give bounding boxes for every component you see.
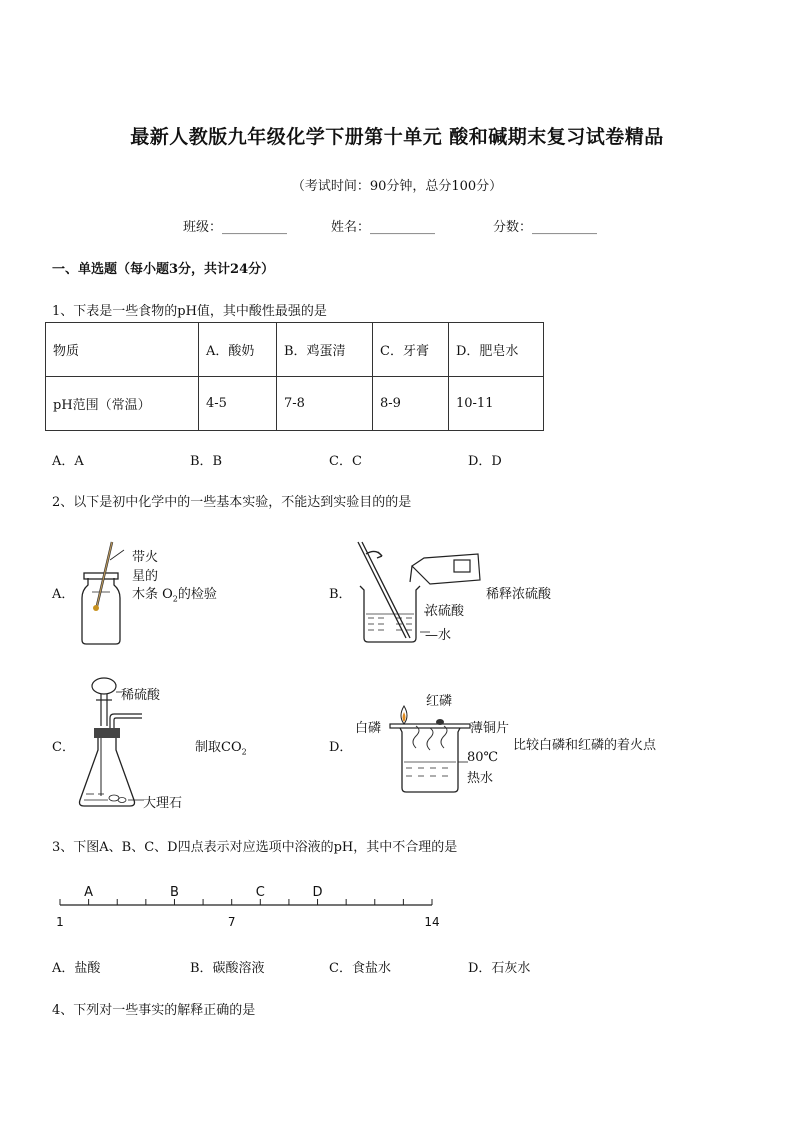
tick-label: 1 [56, 915, 64, 929]
steam-lines [413, 726, 447, 750]
ph-point-c: C [255, 885, 265, 900]
class-blank: __________ [222, 220, 288, 235]
q2-d-label-copper: 薄铜片 [470, 721, 510, 736]
flame-icon [401, 706, 407, 724]
class-field[interactable] [183, 216, 287, 235]
score-blank: __________ [532, 220, 598, 235]
table-cell: pH范围（常温） [46, 377, 199, 431]
table-cell: D．肥皂水 [449, 323, 544, 377]
q2-option-b[interactable]: B． [329, 587, 352, 602]
name-field[interactable] [331, 216, 435, 235]
question-1-stem: 1、下表是一些食物的pH值，其中酸性最强的是 [52, 304, 327, 319]
q2-a-label-2: 星的 [132, 569, 159, 584]
section-heading: 一、单选题（每小题3分，共计24分） [52, 262, 275, 277]
table-cell: A．酸奶 [199, 323, 277, 377]
q2-c-label-acid: 稀硫酸 [121, 688, 161, 703]
stopper-icon [94, 728, 120, 738]
q2-a-label-1: 带火 [132, 550, 159, 565]
q2-d-label-purpose: 比较白磷和红磷的着火点 [513, 738, 657, 753]
page-title: 最新人教版九年级化学下册第十单元 酸和碱期末复习试卷精品 [130, 126, 664, 148]
name-label: 姓名： [331, 220, 371, 235]
tick-label: 7 [227, 915, 236, 929]
q1-option-d[interactable]: D．D [468, 454, 502, 469]
q1-option-a[interactable]: A．A [52, 454, 84, 469]
separatory-funnel-icon [92, 678, 116, 726]
hot-water-lines [404, 762, 456, 776]
q2-b-label-water: —水 [425, 628, 452, 643]
q2-b-label-dilute: 稀释浓硫酸 [486, 587, 552, 602]
ph-point-b: B [170, 885, 179, 900]
q2-option-a[interactable]: A． [52, 587, 75, 602]
q3-option-c[interactable]: C．食盐水 [329, 961, 391, 976]
q2-b-figure [350, 538, 490, 648]
conical-flask-icon [80, 738, 135, 806]
glass-rod-icon [358, 542, 410, 638]
table-cell: 物质 [46, 323, 199, 377]
q3-option-b[interactable]: B．碳酸溶液 [190, 961, 265, 976]
exam-subtitle: （考试时间：90分钟，总分100分） [291, 179, 503, 194]
q2-d-label-temp: 80℃ [467, 750, 499, 765]
table-cell: 8-9 [373, 377, 449, 431]
score-label: 分数： [493, 220, 533, 235]
table-cell: 4-5 [199, 377, 277, 431]
question-3-stem: 3、下图A、B、C、D四点表示对应选项中浴液的pH，其中不合理的是 [52, 840, 458, 855]
q2-option-d[interactable]: D． [329, 740, 353, 755]
q2-c-label-marble: 大理石 [143, 796, 183, 811]
marble-pieces [84, 794, 126, 803]
question-2-stem: 2、以下是初中化学中的一些基本实验，不能达到实验目的的是 [52, 495, 412, 510]
tick-label: 14 [424, 915, 440, 929]
question-4-stem: 4、下列对一些事实的解释正确的是 [52, 1003, 256, 1018]
q2-d-label-white: 白磷 [355, 721, 382, 736]
q2-d-label-red: 红磷 [426, 694, 453, 709]
red-phosphorus-icon [436, 719, 444, 725]
reagent-bottle-icon [410, 554, 480, 584]
delivery-tube-icon [110, 714, 142, 728]
class-label: 班级： [183, 220, 223, 235]
q2-d-label-hot: 热水 [467, 771, 494, 786]
table-cell: 7-8 [277, 377, 373, 431]
table-cell: C．牙膏 [373, 323, 449, 377]
water-lines [366, 614, 414, 630]
table-row [46, 377, 544, 431]
ph-point-a: A [84, 885, 94, 900]
q2-a-label-3: 木条 $O_2$的检验 [132, 587, 217, 604]
q1-option-b[interactable]: B．B [190, 454, 223, 469]
q1-option-c[interactable]: C．C [329, 454, 362, 469]
ph-number-line [48, 878, 458, 934]
q3-option-a[interactable]: A．盐酸 [52, 961, 101, 976]
table-row [46, 323, 544, 377]
q3-option-d[interactable]: D．石灰水 [468, 961, 531, 976]
q2-c-label-purpose: 制取$CO_2$ [195, 740, 247, 757]
q2-b-label-acid: 浓硫酸 [425, 604, 465, 619]
copper-sheet-icon [390, 724, 470, 728]
score-field[interactable] [493, 216, 597, 235]
table-cell: 10-11 [449, 377, 544, 431]
ph-table [45, 322, 544, 431]
ph-point-d: D [312, 885, 323, 900]
q2-option-c[interactable]: C． [52, 740, 75, 755]
table-cell: B．鸡蛋清 [277, 323, 373, 377]
name-blank: __________ [370, 220, 436, 235]
